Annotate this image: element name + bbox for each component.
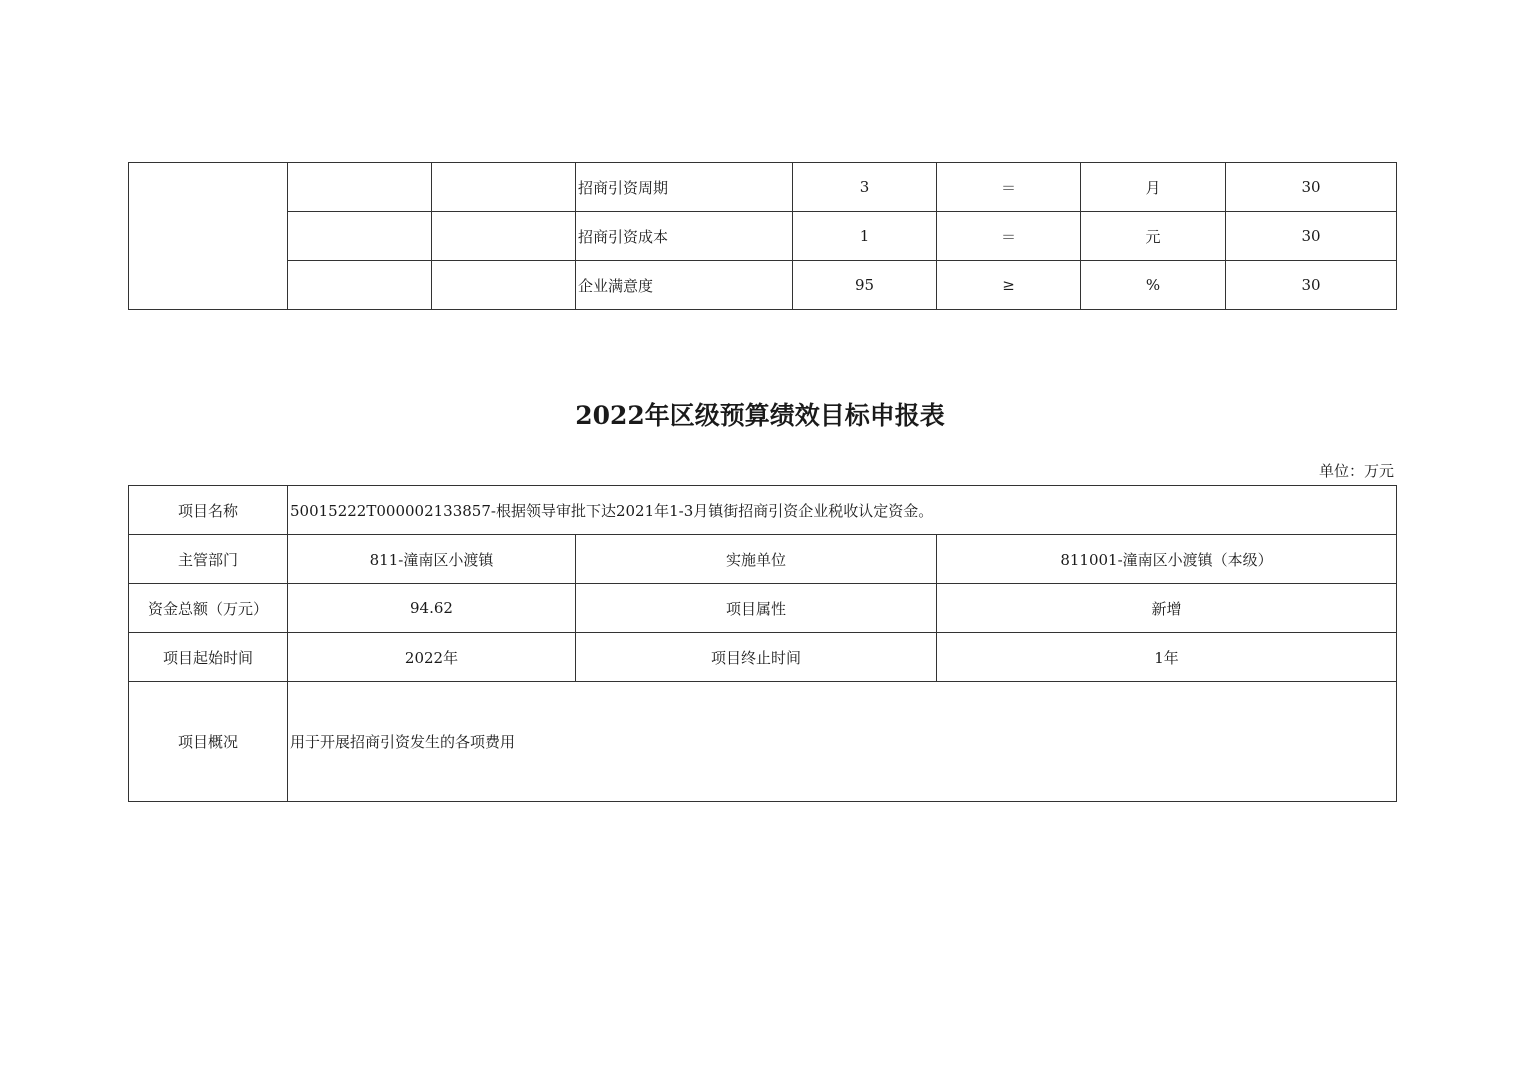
page-title: 2022年区级预算绩效目标申报表 xyxy=(575,401,945,430)
empty-cell xyxy=(288,163,432,212)
indicator-name: 招商引资周期 xyxy=(576,163,793,212)
empty-cell xyxy=(432,212,576,261)
table-row xyxy=(129,261,1397,310)
indicator-weight: 30 xyxy=(1226,212,1397,261)
indicator-unit: 月 xyxy=(1081,163,1226,212)
table-row xyxy=(129,682,1397,802)
project-name-value: 50015222T000002133857-根据领导审批下达2021年1-3月镇街招商引资企业税收认定资金。 xyxy=(288,486,1397,535)
empty-cell xyxy=(432,261,576,310)
dept-label: 主管部门 xyxy=(129,535,288,584)
table-row xyxy=(129,212,1397,261)
dept-value: 811-潼南区小渡镇 xyxy=(288,535,576,584)
unit-label: 单位：万元 xyxy=(1318,462,1394,480)
start-time-value: 2022年 xyxy=(288,633,576,682)
indicator-operator: ＝ xyxy=(937,212,1081,261)
project-attr-label: 项目属性 xyxy=(576,584,937,633)
indicator-value: 3 xyxy=(793,163,937,212)
indicator-unit: % xyxy=(1081,261,1226,310)
table-row xyxy=(129,163,1397,212)
empty-cell xyxy=(432,163,576,212)
indicator-weight: 30 xyxy=(1226,163,1397,212)
indicator-unit: 元 xyxy=(1081,212,1226,261)
indicator-operator: ＝ xyxy=(937,163,1081,212)
empty-cell xyxy=(288,261,432,310)
project-attr-value: 新增 xyxy=(937,584,1397,633)
indicator-name: 招商引资成本 xyxy=(576,212,793,261)
end-time-value: 1年 xyxy=(937,633,1397,682)
indicator-value: 1 xyxy=(793,212,937,261)
project-info-table xyxy=(128,485,1397,802)
end-time-label: 项目终止时间 xyxy=(576,633,937,682)
overview-label: 项目概况 xyxy=(129,682,288,802)
indicator-table xyxy=(128,162,1397,310)
indicator-value: 95 xyxy=(793,261,937,310)
table-row xyxy=(129,486,1397,535)
table-row xyxy=(129,584,1397,633)
table-row xyxy=(129,633,1397,682)
merged-category-cell xyxy=(129,163,288,310)
start-time-label: 项目起始时间 xyxy=(129,633,288,682)
funds-value: 94.62 xyxy=(288,584,576,633)
indicator-weight: 30 xyxy=(1226,261,1397,310)
table-row xyxy=(129,535,1397,584)
impl-unit-value: 811001-潼南区小渡镇（本级） xyxy=(937,535,1397,584)
empty-cell xyxy=(288,212,432,261)
overview-value: 用于开展招商引资发生的各项费用 xyxy=(288,682,1397,802)
funds-label: 资金总额（万元） xyxy=(129,584,288,633)
project-name-label: 项目名称 xyxy=(129,486,288,535)
indicator-operator: ≥ xyxy=(937,261,1081,310)
impl-unit-label: 实施单位 xyxy=(576,535,937,584)
indicator-name: 企业满意度 xyxy=(576,261,793,310)
